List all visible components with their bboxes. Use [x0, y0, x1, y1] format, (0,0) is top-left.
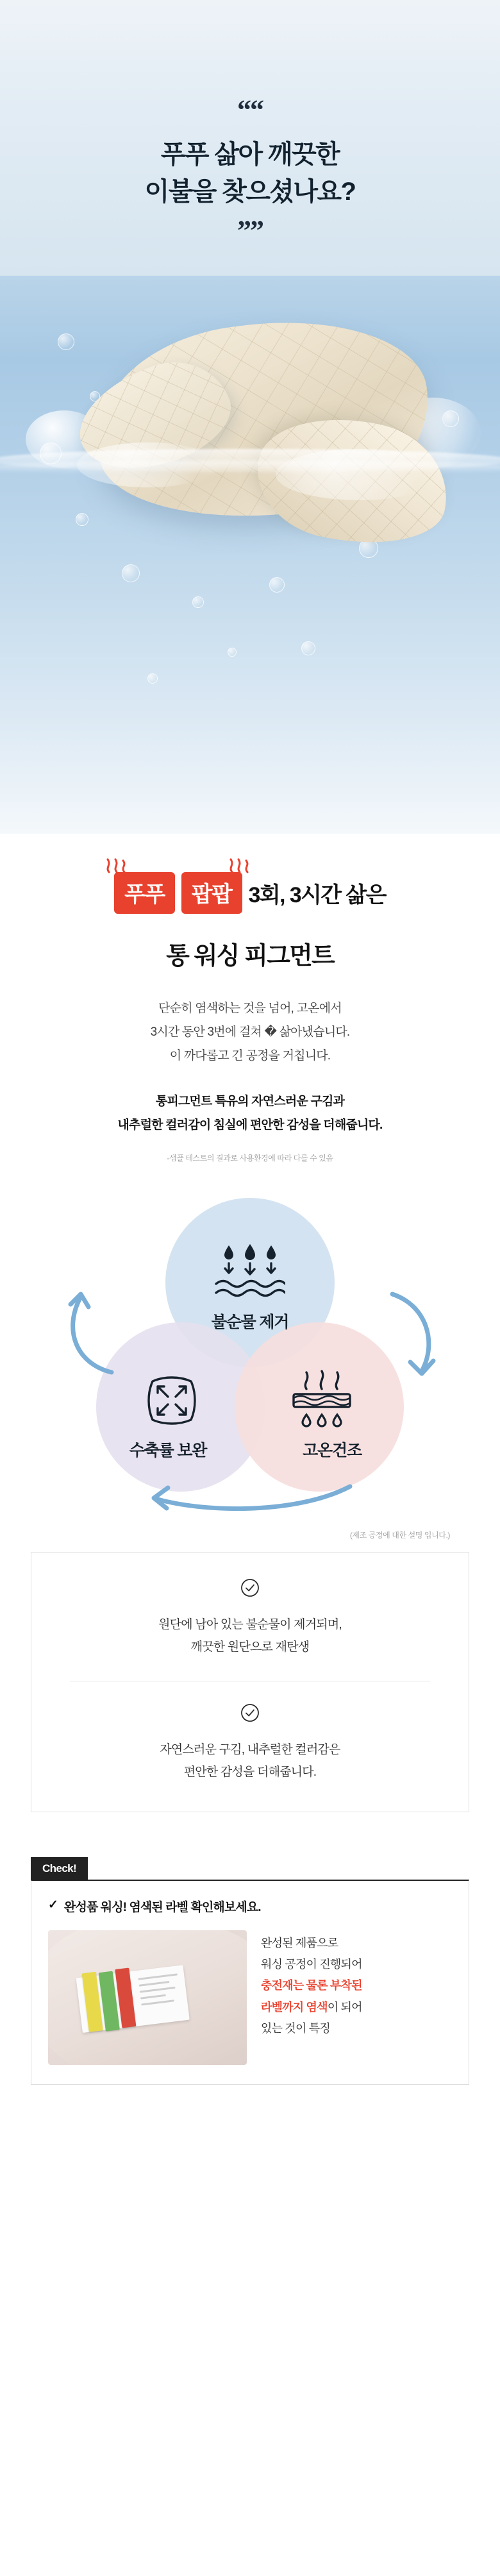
badge-row — [0, 872, 500, 914]
check-desc-line1: 완성된 제품으로 — [261, 1936, 338, 1949]
section2-body-line2: 3시간 동안 3번에 걸쳐 � 삶아냈습니다. — [150, 1025, 350, 1040]
bottom-spacer — [0, 2085, 500, 2130]
steam-icon — [104, 857, 129, 873]
impurity-removal-icon — [215, 1244, 285, 1299]
quote-open-mark: ““ — [237, 94, 263, 126]
venn-arrow-bottom-left — [138, 1476, 363, 1521]
check-desc-line4-rest: 이 되어 — [327, 2000, 362, 2014]
section2-body-line3: 이 까다롭고 긴 공정을 거칩니다. — [169, 1049, 331, 1063]
hero-copy — [0, 96, 500, 245]
check-desc-line2: 워싱 공정이 진행되어 — [261, 1958, 362, 1971]
check-desc-line4-highlight: 라벨까지 염색 — [261, 2000, 328, 2014]
result-box — [31, 1552, 469, 1812]
section2-body-line1: 단순히 염색하는 것을 넘어, 고온에서 — [158, 1002, 342, 1015]
venn-label-left: 수축률 보완 — [129, 1442, 207, 1460]
label-text-lines — [138, 1973, 181, 2010]
bubble-icon — [442, 410, 459, 427]
bubble-icon — [192, 596, 204, 608]
section2-body — [0, 997, 500, 1068]
check-circle-icon — [240, 1703, 260, 1722]
check-body — [48, 1930, 452, 2065]
shrinkage-compensation-icon — [142, 1371, 201, 1430]
photo-label-strip — [76, 1961, 191, 2035]
badge-tail-text: 3회, 3시간 삶은 — [248, 883, 386, 907]
section2-strong-body — [0, 1090, 500, 1137]
washing-pigment-section — [0, 834, 500, 1163]
blanket-image — [96, 324, 429, 529]
check-panel — [31, 1880, 469, 2085]
steam-icon — [227, 857, 253, 873]
result-item-2-line1: 자연스러운 구김, 내추럴한 컬러감은 — [160, 1742, 340, 1756]
check-section — [31, 1857, 469, 2085]
hero-headline-line1: 푸푸 삶아 깨끗한 — [160, 140, 340, 169]
process-venn-diagram — [0, 1186, 500, 1545]
check-description — [261, 1930, 362, 2039]
bubble-icon — [147, 673, 158, 684]
result-item-2 — [51, 1738, 449, 1783]
result-item-2-line2: 편안한 감성을 더해줍니다. — [183, 1765, 317, 1779]
badge-pakpak-label: 팝팝 — [191, 882, 232, 907]
hero-section — [0, 0, 500, 834]
result-item-1-line1: 원단에 남아 있는 불순물이 제거되며, — [158, 1618, 342, 1632]
check-headline — [48, 1898, 452, 1915]
check-mark-icon: ✓ — [48, 1898, 58, 1912]
bubble-icon — [228, 648, 237, 657]
venn-arrow-right-down — [382, 1281, 453, 1377]
section2-strong-line2: 내추럴한 컬러감이 침실에 편안한 감성을 더해줍니다. — [117, 1118, 383, 1132]
check-desc-line4 — [261, 1997, 362, 2018]
venn-footnote: (제조 공정에 대한 설명 입니다.) — [349, 1531, 450, 1540]
quote-close-mark: ”” — [237, 215, 263, 246]
bubble-icon — [76, 513, 88, 526]
hero-headline-line2: 이불을 찾으셨나요? — [144, 178, 356, 206]
result-item-1-line2: 깨끗한 원단으로 재탄생 — [190, 1640, 310, 1654]
check-desc-line5: 있는 것이 특징 — [261, 2021, 330, 2035]
venn-label-top: 불순물 제거 — [211, 1313, 289, 1332]
label-photo — [48, 1930, 247, 2065]
section2-footnote: -샘플 테스트의 결과로 사용환경에 따라 다를 수 있음 — [167, 1154, 333, 1163]
section2-title: 통 워싱 피그먼트 — [166, 943, 334, 970]
check-headline-text: 완성품 워싱! 염색된 라벨 확인해보세요. — [64, 1900, 261, 1914]
bubble-icon — [269, 577, 285, 593]
badge-pakpak — [181, 872, 242, 914]
check-circle-icon — [240, 1578, 260, 1597]
bubble-icon — [58, 333, 74, 350]
water-surface-line-secondary — [0, 460, 500, 475]
check-tag: Check! — [31, 1857, 88, 1880]
bubble-icon — [301, 641, 315, 655]
bubble-icon — [122, 564, 140, 582]
high-temp-drying-icon — [290, 1370, 354, 1431]
section2-strong-line1: 통피그먼트 특유의 자연스러운 구김과 — [155, 1095, 345, 1109]
badge-pupu — [114, 872, 175, 914]
check-desc-line3: 충전재는 물론 부착된 — [261, 1979, 362, 1992]
result-item-1 — [51, 1613, 449, 1658]
badge-pupu-label: 푸푸 — [124, 882, 165, 907]
venn-label-right: 고온건조 — [303, 1442, 362, 1460]
venn-arrow-left-up — [50, 1283, 121, 1379]
